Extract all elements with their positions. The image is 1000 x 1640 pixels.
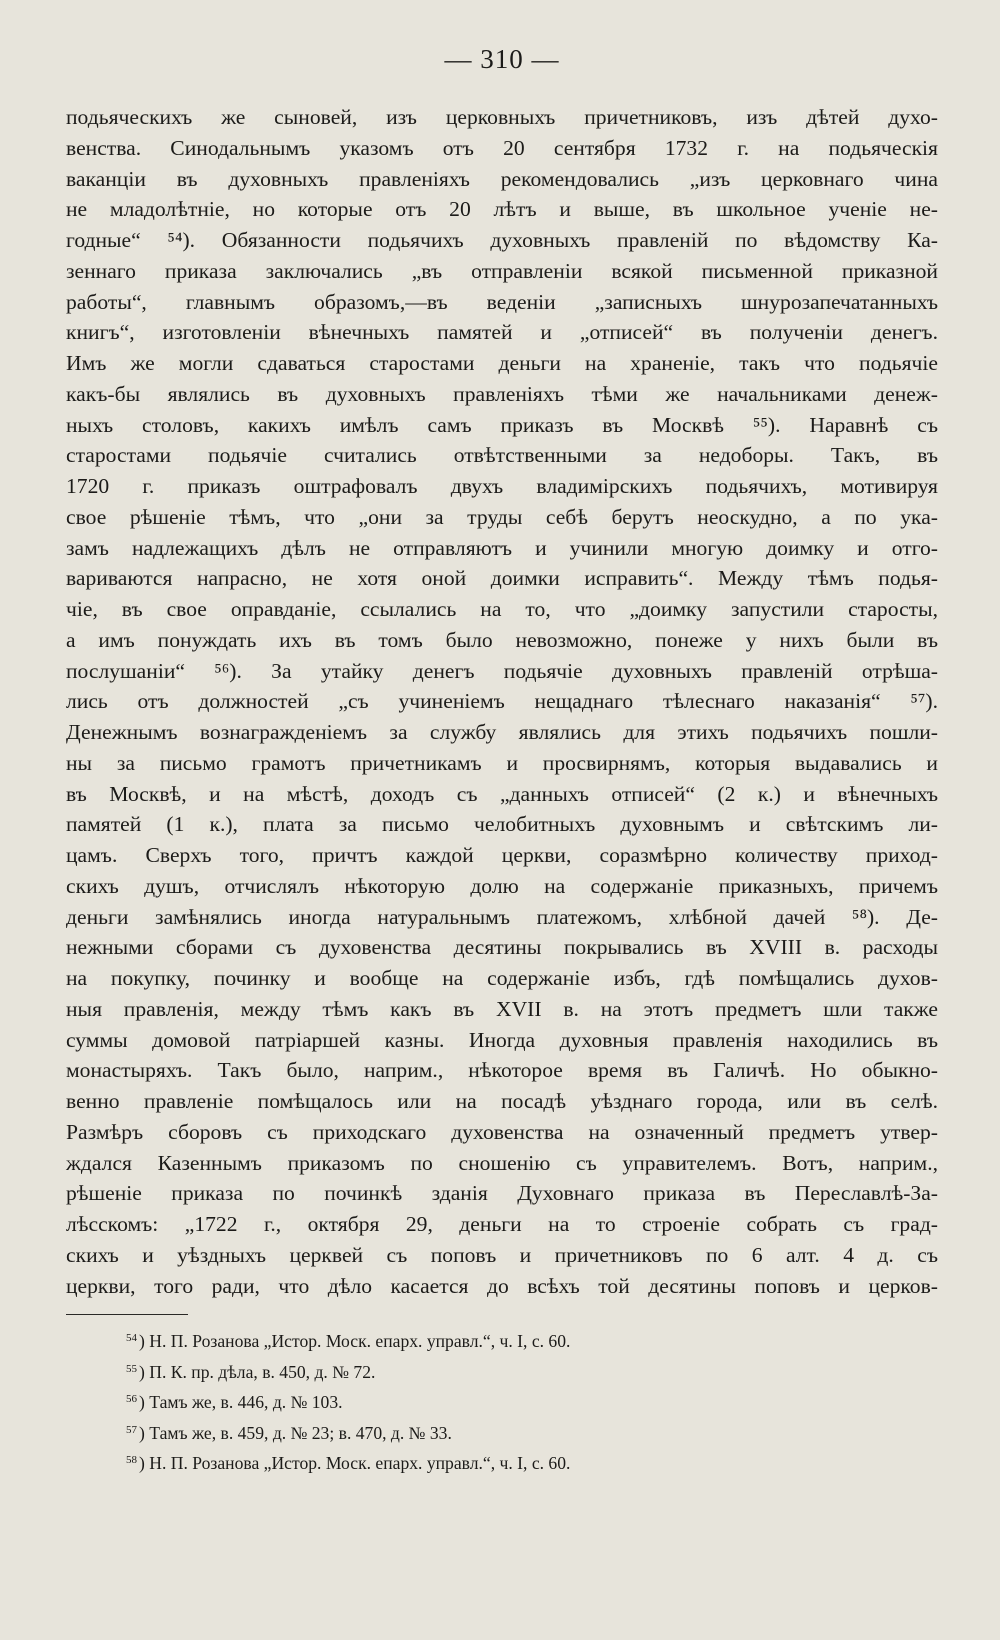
text-line: зеннаго приказа заключались „въ отправленіи всякой письменной приказной	[66, 258, 938, 283]
text-line: не младолѣтніе, но которые отъ 20 лѣтъ и выше, въ школьное ученіе не-	[66, 197, 938, 222]
text-line: скихъ и уѣздныхъ церквей съ поповъ и причетниковъ по 6 алт. 4 д. съ	[66, 1242, 938, 1267]
text-line: памятей (1 к.), плата за письмо челобитныхъ духовнымъ и свѣтскимъ ли-	[66, 812, 938, 837]
footnote	[126, 1417, 938, 1448]
text-line: годные“ ⁵⁴). Обязанности подьячихъ духовныхъ правленій по вѣдомству Ка-	[66, 228, 938, 252]
footnote-number: 54	[126, 1332, 137, 1345]
text-line: ныхъ столовъ, какихъ имѣлъ самъ приказъ въ Москвѣ ⁵⁵). Наравнѣ съ	[66, 412, 938, 437]
text-line: какъ-бы являлись въ духовныхъ правленіяхъ тѣми же начальниками денеж-	[66, 381, 938, 406]
text-line: венства. Синодальнымъ указомъ отъ 20 сентября 1732 г. на подьяческія	[66, 135, 938, 160]
footnote-text: ) Н. П. Розанова „Истор. Моск. епарх. управл.“, ч. I, с. 60.	[139, 1331, 571, 1352]
footnote-text: ) П. К. пр. дѣла, в. 450, д. № 72.	[139, 1361, 376, 1382]
text-line: церкви, того ради, что дѣло касается до всѣхъ той десятины поповъ и церков-	[66, 1273, 938, 1298]
text-line: деньги замѣнялись иногда натуральнымъ платежомъ, хлѣбной дачей ⁵⁸). Де-	[66, 904, 938, 929]
text-line: чіе, въ свое оправданіе, ссылались на то, что „доимку запустили старосты,	[66, 597, 938, 621]
footnote-number: 55	[126, 1362, 137, 1375]
text-line: Денежнымъ вознагражденіемъ за службу являлись для этихъ подьячихъ пошли-	[66, 720, 938, 744]
footnote	[126, 1447, 938, 1478]
text-line: ныя правленія, между тѣмъ какъ въ XVII в. на этотъ предметъ шли также	[66, 996, 938, 1021]
text-line: монастыряхъ. Такъ было, наприм., нѣкоторое время въ Галичѣ. Но обыкно-	[66, 1058, 938, 1083]
text-line: вариваются напрасно, не хотя оной доимки исправить“. Между тѣмъ подья-	[66, 566, 938, 591]
text-line: замъ надлежащихъ дѣлъ не отправляютъ и учинили многую доимку и отго-	[66, 535, 938, 560]
text-line: подьяческихъ же сыновей, изъ церковныхъ причетниковъ, изъ дѣтей духо-	[66, 105, 938, 129]
text-line: а имъ понуждать ихъ въ томъ было невозможно, понеже у нихъ были въ	[66, 627, 938, 652]
text-line: ваканціи въ духовныхъ правленіяхъ рекомендовались „изъ церковнаго чина	[66, 166, 938, 191]
footnote-number: 57	[126, 1423, 137, 1436]
footnote-text: ) Тамъ же, в. 459, д. № 23; в. 470, д. № 33.	[139, 1422, 452, 1443]
text-line: въ Москвѣ, и на мѣстѣ, доходъ съ „данныхъ отписей“ (2 к.) и вѣнечныхъ	[66, 781, 938, 806]
text-line: венно правленіе помѣщалось или на посадѣ уѣзднаго города, или въ селѣ.	[66, 1089, 938, 1113]
footnote	[126, 1325, 938, 1356]
footnote-number: 56	[126, 1393, 137, 1406]
footnote-divider	[66, 1314, 188, 1315]
footnote-number: 58	[126, 1454, 137, 1467]
text-line: ны за письмо грамотъ причетникамъ и просвирнямъ, которыя выдавались и	[66, 750, 938, 775]
page-number: — 310 —	[444, 44, 560, 74]
text-line: скихъ душъ, отчислялъ нѣкоторую долю на содержаніе приказныхъ, причемъ	[66, 873, 938, 898]
text-line: на покупку, починку и вообще на содержаніе избъ, гдѣ помѣщались духов-	[66, 966, 938, 990]
text-line: старостами подьячіе считались отвѣтственными за недоборы. Такъ, въ	[66, 443, 938, 468]
body-text	[66, 102, 938, 1301]
footnotes	[66, 1325, 938, 1478]
text-line: рѣшеніе приказа по починкѣ зданія Духовнаго приказа въ Переславлѣ-За-	[66, 1181, 938, 1206]
text-line: цамъ. Сверхъ того, причтъ каждой церкви, соразмѣрно количеству приход-	[66, 843, 938, 867]
text-line: ждался Казеннымъ приказомъ по сношенію съ управителемъ. Вотъ, наприм.,	[66, 1150, 938, 1175]
text-line: свое рѣшеніе тѣмъ, что „они за труды себѣ берутъ неоскудно, а по ука-	[66, 504, 938, 529]
footnote-text: ) Н. П. Розанова „Истор. Моск. епарх. управл.“, ч. I, с. 60.	[139, 1453, 571, 1474]
text-line: Имъ же могли сдаваться старостами деньги на храненіе, такъ что подьячіе	[66, 351, 938, 375]
text-line: книгъ“, изготовленіи вѣнечныхъ памятей и „отписей“ въ полученіи денегъ.	[66, 320, 938, 345]
text-line: работы“, главнымъ образомъ,—въ веденіи „записныхъ шнурозапечатанныхъ	[66, 289, 938, 314]
text-line: нежными сборами съ духовенства десятины покрывались въ XVIII в. расходы	[66, 935, 938, 960]
footnote	[126, 1386, 938, 1417]
footnote-text: ) Тамъ же, в. 446, д. № 103.	[139, 1392, 343, 1413]
text-line: Размѣръ сборовъ съ приходскаго духовенства на означенный предметъ утвер-	[66, 1119, 938, 1144]
text-line: суммы домовой патріаршей казны. Иногда духовныя правленія находились въ	[66, 1027, 938, 1052]
text-line: 1720 г. приказъ оштрафовалъ двухъ владимірскихъ подьячихъ, мотивируя	[66, 474, 938, 498]
text-line: послушаніи“ ⁵⁶). За утайку денегъ подьячіе духовныхъ правленій отрѣша-	[66, 658, 938, 683]
text-line: лѣсскомъ: „1722 г., октября 29, деньги на то строеніе собрать съ град-	[66, 1212, 938, 1236]
footnote	[126, 1356, 938, 1387]
text-line: лись отъ должностей „съ учиненіемъ нещаднаго тѣлеснаго наказанія“ ⁵⁷).	[66, 689, 938, 714]
